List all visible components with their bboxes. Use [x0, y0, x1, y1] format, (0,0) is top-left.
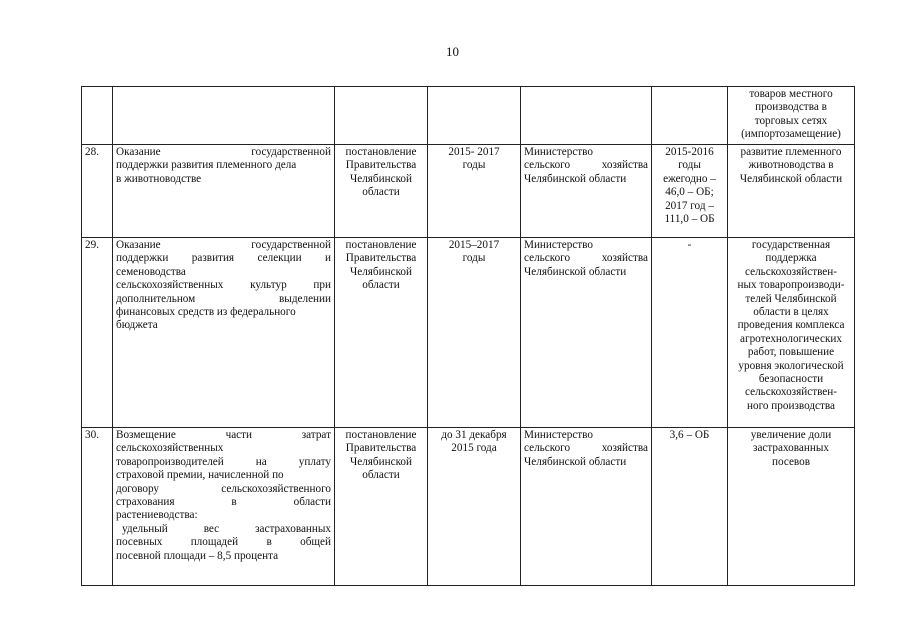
result-line: товаров местного [749, 88, 833, 100]
document-line: области [362, 469, 400, 482]
volume-line: 2015-2016 [665, 146, 714, 158]
page-number: 10 [446, 44, 459, 59]
result-line: работ, повышение [747, 346, 835, 359]
executor-line: Министерство [524, 146, 593, 158]
result-line: застрахованных [753, 442, 829, 455]
document-cell [335, 238, 428, 428]
result-line: Челябинской области [739, 172, 843, 185]
volume-cell [652, 428, 728, 586]
term-line: годы [462, 159, 486, 172]
term-cell [428, 238, 521, 428]
result-line: животноводства в [748, 159, 834, 172]
executor-line: сельского хозяйства [524, 159, 648, 172]
document-cell [335, 87, 428, 145]
measure-name-line: растениеводства: [116, 509, 198, 522]
result-line: развитие племенного [740, 146, 842, 158]
measure-name-line: семеноводства [116, 265, 186, 278]
volume-line: 2017 год – [665, 199, 714, 212]
term-line: 2015- 2017 [448, 146, 500, 158]
term-line: 2015 года [451, 442, 497, 455]
document-line: Правительства [345, 442, 417, 455]
table-row [82, 145, 855, 238]
document-line: Челябинской [349, 172, 413, 185]
measure-name-line: поддержки развития племенного дела [116, 159, 297, 172]
table-row [82, 87, 855, 145]
document-line: Правительства [345, 159, 417, 172]
measure-name-line: товаропроизводителей на уплату [116, 455, 331, 468]
document-line: Челябинской [349, 265, 413, 278]
term-line: годы [462, 252, 486, 265]
term-line: 2015–2017 [448, 239, 500, 251]
result-line: поддержка [765, 252, 817, 265]
measure-name-line: сельскохозяйственных [116, 442, 224, 455]
measures-table [81, 86, 855, 586]
table-row [82, 428, 855, 586]
result-line: торговых сетях [754, 114, 828, 127]
measure-name-line: Оказание государственной [116, 239, 331, 251]
result-line: уровня экологической [738, 359, 844, 372]
executor-line: Министерство [524, 429, 593, 441]
executor-line: Челябинской области [524, 172, 627, 185]
volume-cell [652, 238, 728, 428]
row-number-cell [82, 87, 113, 145]
document-cell [335, 145, 428, 238]
executor-line: Челябинской области [524, 265, 627, 278]
volume-line: годы [678, 159, 701, 172]
document-line: области [362, 186, 400, 199]
measure-name-line: в животноводстве [116, 172, 202, 185]
measure-name-line: сельскохозяйственных культур при [116, 279, 331, 292]
result-cell [728, 87, 855, 145]
result-cell [728, 145, 855, 238]
term-line: до 31 декабря [441, 429, 507, 441]
term-cell [428, 87, 521, 145]
measure-name-line: посевных площадей в общей [116, 536, 331, 549]
result-line: агротехнологических [740, 332, 842, 345]
result-line: посевов [771, 455, 810, 468]
volume-cell [652, 87, 728, 145]
result-line: (импортозамещение) [741, 128, 841, 141]
row-number-cell: 29. [82, 238, 113, 428]
measure-name-line: договору сельскохозяйственного [116, 482, 331, 495]
result-line: сельскохозяйствен- [745, 265, 837, 278]
row-number-cell: 28. [82, 145, 113, 238]
table-row [82, 238, 855, 428]
executor-line: Челябинской области [524, 455, 627, 468]
result-line: ного производства [747, 399, 835, 412]
measure-name-cell [113, 238, 335, 428]
result-line: телей Челябинской [745, 292, 837, 305]
result-cell [728, 428, 855, 586]
document-line: постановление [345, 239, 417, 251]
executor-cell [521, 428, 652, 586]
volume-line: 111,0 – ОБ [664, 213, 715, 226]
measure-name-line: дополнительном выделении [116, 292, 331, 305]
measure-name-cell [113, 428, 335, 586]
measure-name-line: посевной площади – 8,5 процента [116, 549, 279, 562]
document-line: Челябинской [349, 455, 413, 468]
volume-line: - [687, 239, 692, 251]
result-cell [728, 238, 855, 428]
measure-name-line: удельный вес застрахованных [122, 522, 331, 535]
result-line: ных товаропроизводи- [737, 279, 845, 292]
volume-line: 3,6 – ОБ [669, 429, 710, 441]
volume-line: ежегодно – [663, 172, 716, 185]
measure-name-line: страхования в области [116, 496, 331, 509]
measure-name-cell [113, 145, 335, 238]
result-line: производства в [755, 101, 827, 114]
result-line: увеличение доли [750, 429, 832, 441]
term-cell [428, 145, 521, 238]
document-line: постановление [345, 146, 417, 158]
document-line: постановление [345, 429, 417, 441]
executor-line: Министерство [524, 239, 593, 251]
result-line: безопасности [758, 373, 824, 386]
executor-line: сельского хозяйства [524, 442, 648, 455]
volume-cell [652, 145, 728, 238]
document-line: Правительства [345, 252, 417, 265]
measure-name-line: бюджета [116, 319, 158, 332]
executor-cell [521, 238, 652, 428]
result-line: сельскохозяйствен- [745, 386, 837, 399]
measure-name-line: страховой премии, начисленной по [116, 469, 284, 482]
measure-name-line: поддержки развития селекции и [116, 252, 331, 265]
term-cell [428, 428, 521, 586]
measure-name-cell [113, 87, 335, 145]
measure-name-line: финансовых средств из федерального [116, 306, 296, 319]
executor-cell [521, 145, 652, 238]
measure-name-line: Возмещение части затрат [116, 429, 331, 441]
measure-name-line: Оказание государственной [116, 146, 331, 158]
row-number-cell: 30. [82, 428, 113, 586]
result-line: проведения комплекса [737, 319, 845, 332]
executor-line: сельского хозяйства [524, 252, 648, 265]
result-line: области в целях [753, 306, 829, 319]
executor-cell [521, 87, 652, 145]
volume-line: 46,0 – ОБ; [665, 186, 714, 199]
document-cell [335, 428, 428, 586]
document-line: области [362, 279, 400, 292]
result-line: государственная [751, 239, 831, 251]
